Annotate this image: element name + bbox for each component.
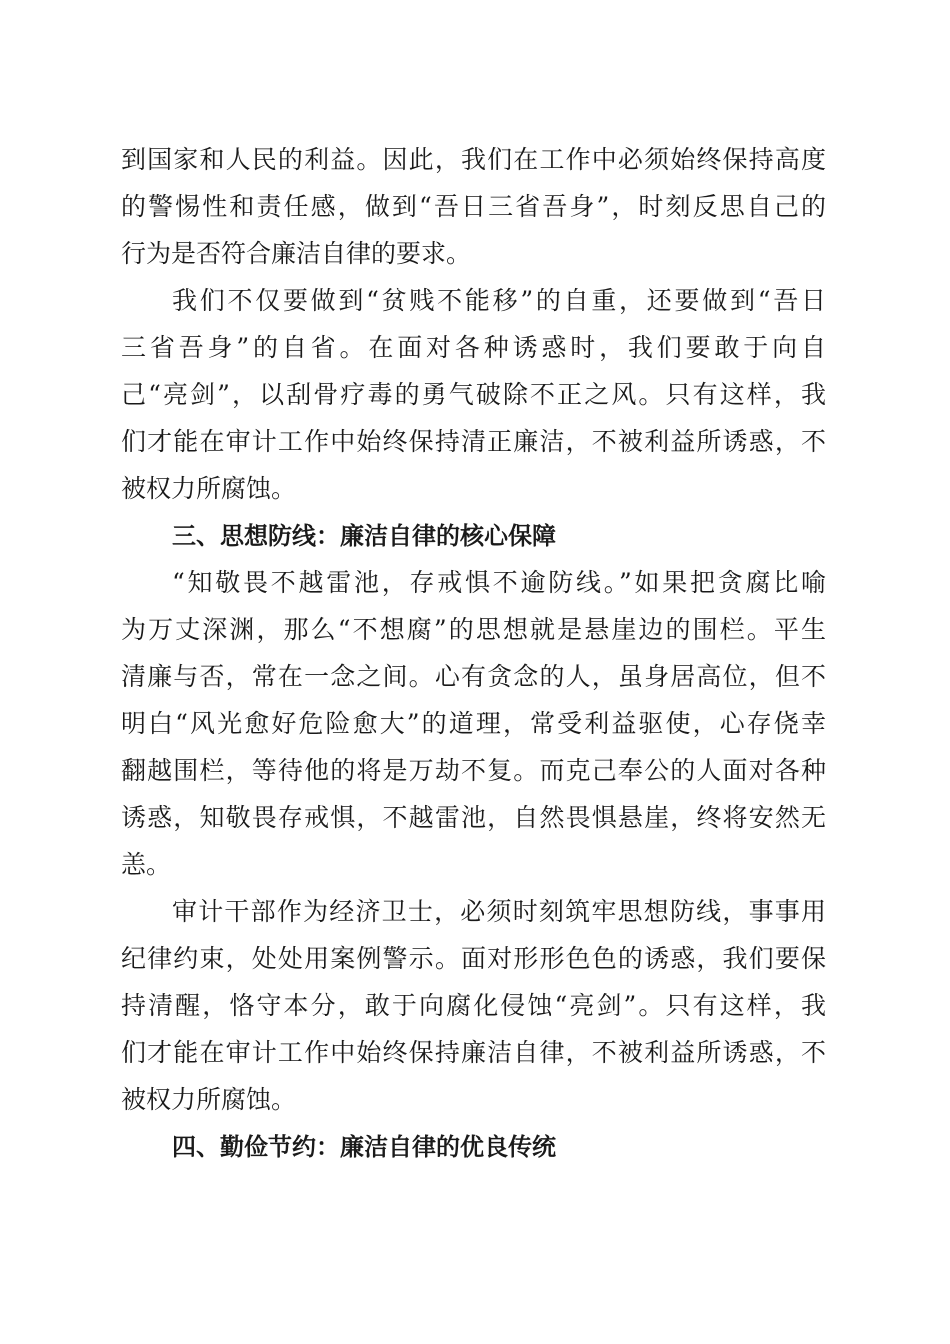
paragraph-line: 恙。 — [121, 850, 172, 879]
paragraph-line: 明白“风光愈好危险愈大”的道理，常受利益驱使，心存侥幸 — [121, 709, 826, 738]
paragraph-line: 为万丈深渊，那么“不想腐”的思想就是悬崖边的围栏。平生 — [121, 615, 826, 644]
paragraph-line: 诱惑，知敬畏存戒惧，不越雷池，自然畏惧悬崖，终将安然无 — [121, 803, 826, 832]
paragraph-line: 持清醒，恪守本分，敢于向腐化侵蚀“亮剑”。只有这样，我 — [121, 991, 826, 1020]
section-heading: 三、思想防线：廉洁自律的核心保障 — [172, 522, 556, 550]
paragraph-line: 的警惕性和责任感，做到“吾日三省吾身”，时刻反思自己的 — [121, 192, 826, 221]
paragraph-line: 被权力所腐蚀。 — [121, 474, 297, 503]
paragraph-line: 审计干部作为经济卫士，必须时刻筑牢思想防线，事事用 — [172, 897, 826, 926]
paragraph-line: 己“亮剑”，以刮骨疗毒的勇气破除不正之风。只有这样，我 — [121, 380, 826, 409]
section-heading: 四、勤俭节约：廉洁自律的优良传统 — [172, 1133, 556, 1161]
paragraph-line: 到国家和人民的利益。因此，我们在工作中必须始终保持高度 — [121, 145, 826, 174]
paragraph-line: “知敬畏不越雷池，存戒惧不逾防线。”如果把贪腐比喻 — [172, 568, 826, 597]
paragraph-line: 翻越围栏，等待他的将是万劫不复。而克己奉公的人面对各种 — [121, 756, 826, 785]
paragraph-line: 清廉与否，常在一念之间。心有贪念的人，虽身居高位，但不 — [121, 662, 826, 691]
paragraph-line: 们才能在审计工作中始终保持清正廉洁，不被利益所诱惑，不 — [121, 427, 826, 456]
paragraph-line: 我们不仅要做到“贫贱不能移”的自重，还要做到“吾日 — [172, 286, 826, 315]
paragraph-line: 三省吾身”的自省。在面对各种诱惑时，我们要敢于向自 — [121, 333, 826, 362]
paragraph-line: 被权力所腐蚀。 — [121, 1085, 297, 1114]
paragraph-line: 纪律约束，处处用案例警示。面对形形色色的诱惑，我们要保 — [121, 944, 826, 973]
paragraph-line: 们才能在审计工作中始终保持廉洁自律，不被利益所诱惑，不 — [121, 1038, 826, 1067]
paragraph-line: 行为是否符合廉洁自律的要求。 — [121, 239, 472, 268]
